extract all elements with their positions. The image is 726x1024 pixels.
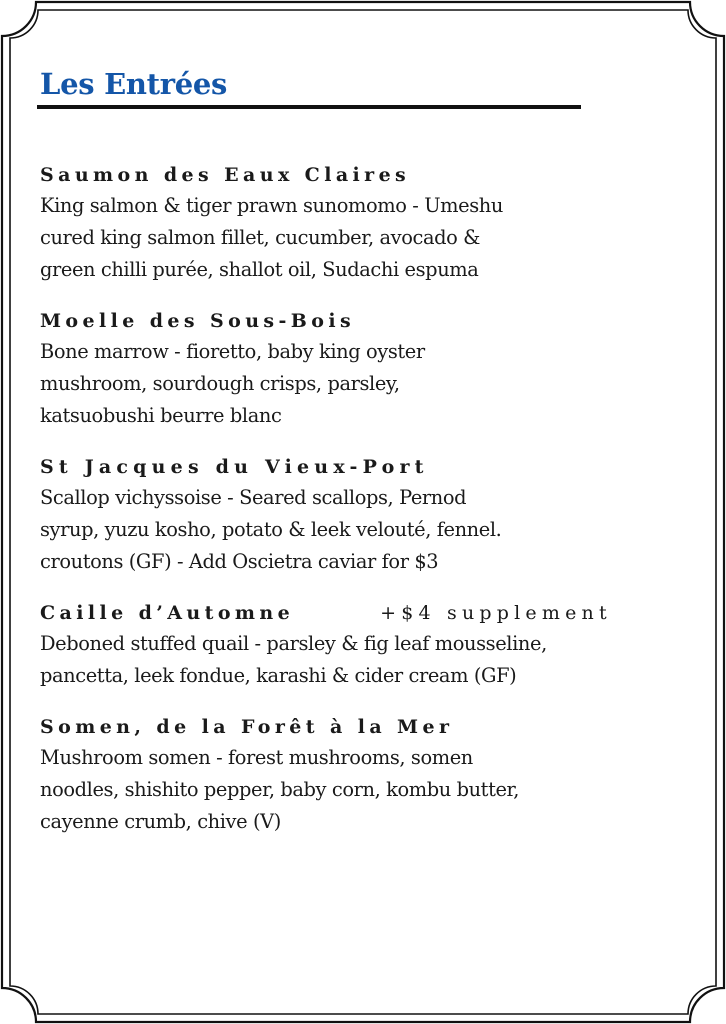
menu-item-title: Moelle des Sous-Bois — [40, 310, 356, 332]
page-title: Les Entrées — [40, 67, 228, 101]
description-line: Mushroom somen - forest mushrooms, somen — [40, 746, 473, 769]
description-line: croutons (GF) - Add Oscietra caviar for $3 — [40, 550, 439, 573]
menu-item-description — [40, 336, 690, 432]
menu-item-title: Saumon des Eaux Claires — [40, 164, 411, 186]
menu-item-title-row — [40, 160, 690, 190]
description-line: katsuobushi beurre blanc — [40, 404, 282, 427]
menu-item-description — [40, 628, 690, 692]
description-line: King salmon & tiger prawn sunomomo - Umeshu — [40, 194, 503, 217]
description-line: mushroom, sourdough crisps, parsley, — [40, 372, 400, 395]
menu-item-title: Caille d’Automne — [40, 602, 295, 624]
menu-items-list — [40, 160, 690, 858]
menu-item-supplement: +$4 supplement — [380, 602, 612, 624]
menu-item-description — [40, 482, 690, 578]
menu-item-description — [40, 742, 690, 838]
menu-item-title-row — [40, 712, 690, 742]
menu-item-title-row — [40, 598, 690, 628]
menu-item — [40, 160, 690, 286]
description-line: cayenne crumb, chive (V) — [40, 810, 281, 833]
description-line: green chilli purée, shallot oil, Sudachi espuma — [40, 258, 479, 281]
description-line: Scallop vichyssoise - Seared scallops, Pernod — [40, 486, 467, 509]
title-underline — [37, 105, 581, 109]
menu-item — [40, 452, 690, 578]
description-line: Bone marrow - fioretto, baby king oyster — [40, 340, 425, 363]
menu-item-title: Somen, de la Forêt à la Mer — [40, 716, 454, 738]
menu-item-title-row — [40, 306, 690, 336]
menu-item — [40, 598, 690, 692]
menu-item-title: St Jacques du Vieux-Port — [40, 456, 429, 478]
menu-item-description — [40, 190, 690, 286]
description-line: noodles, shishito pepper, baby corn, kombu butter, — [40, 778, 520, 801]
description-line: cured king salmon fillet, cucumber, avocado & — [40, 226, 481, 249]
menu-item — [40, 306, 690, 432]
description-line: pancetta, leek fondue, karashi & cider cream (GF) — [40, 664, 517, 687]
description-line: syrup, yuzu kosho, potato & leek velouté, fennel. — [40, 518, 502, 541]
menu-item-title-row — [40, 452, 690, 482]
description-line: Deboned stuffed quail - parsley & fig leaf mousseline, — [40, 632, 547, 655]
menu-item — [40, 712, 690, 838]
